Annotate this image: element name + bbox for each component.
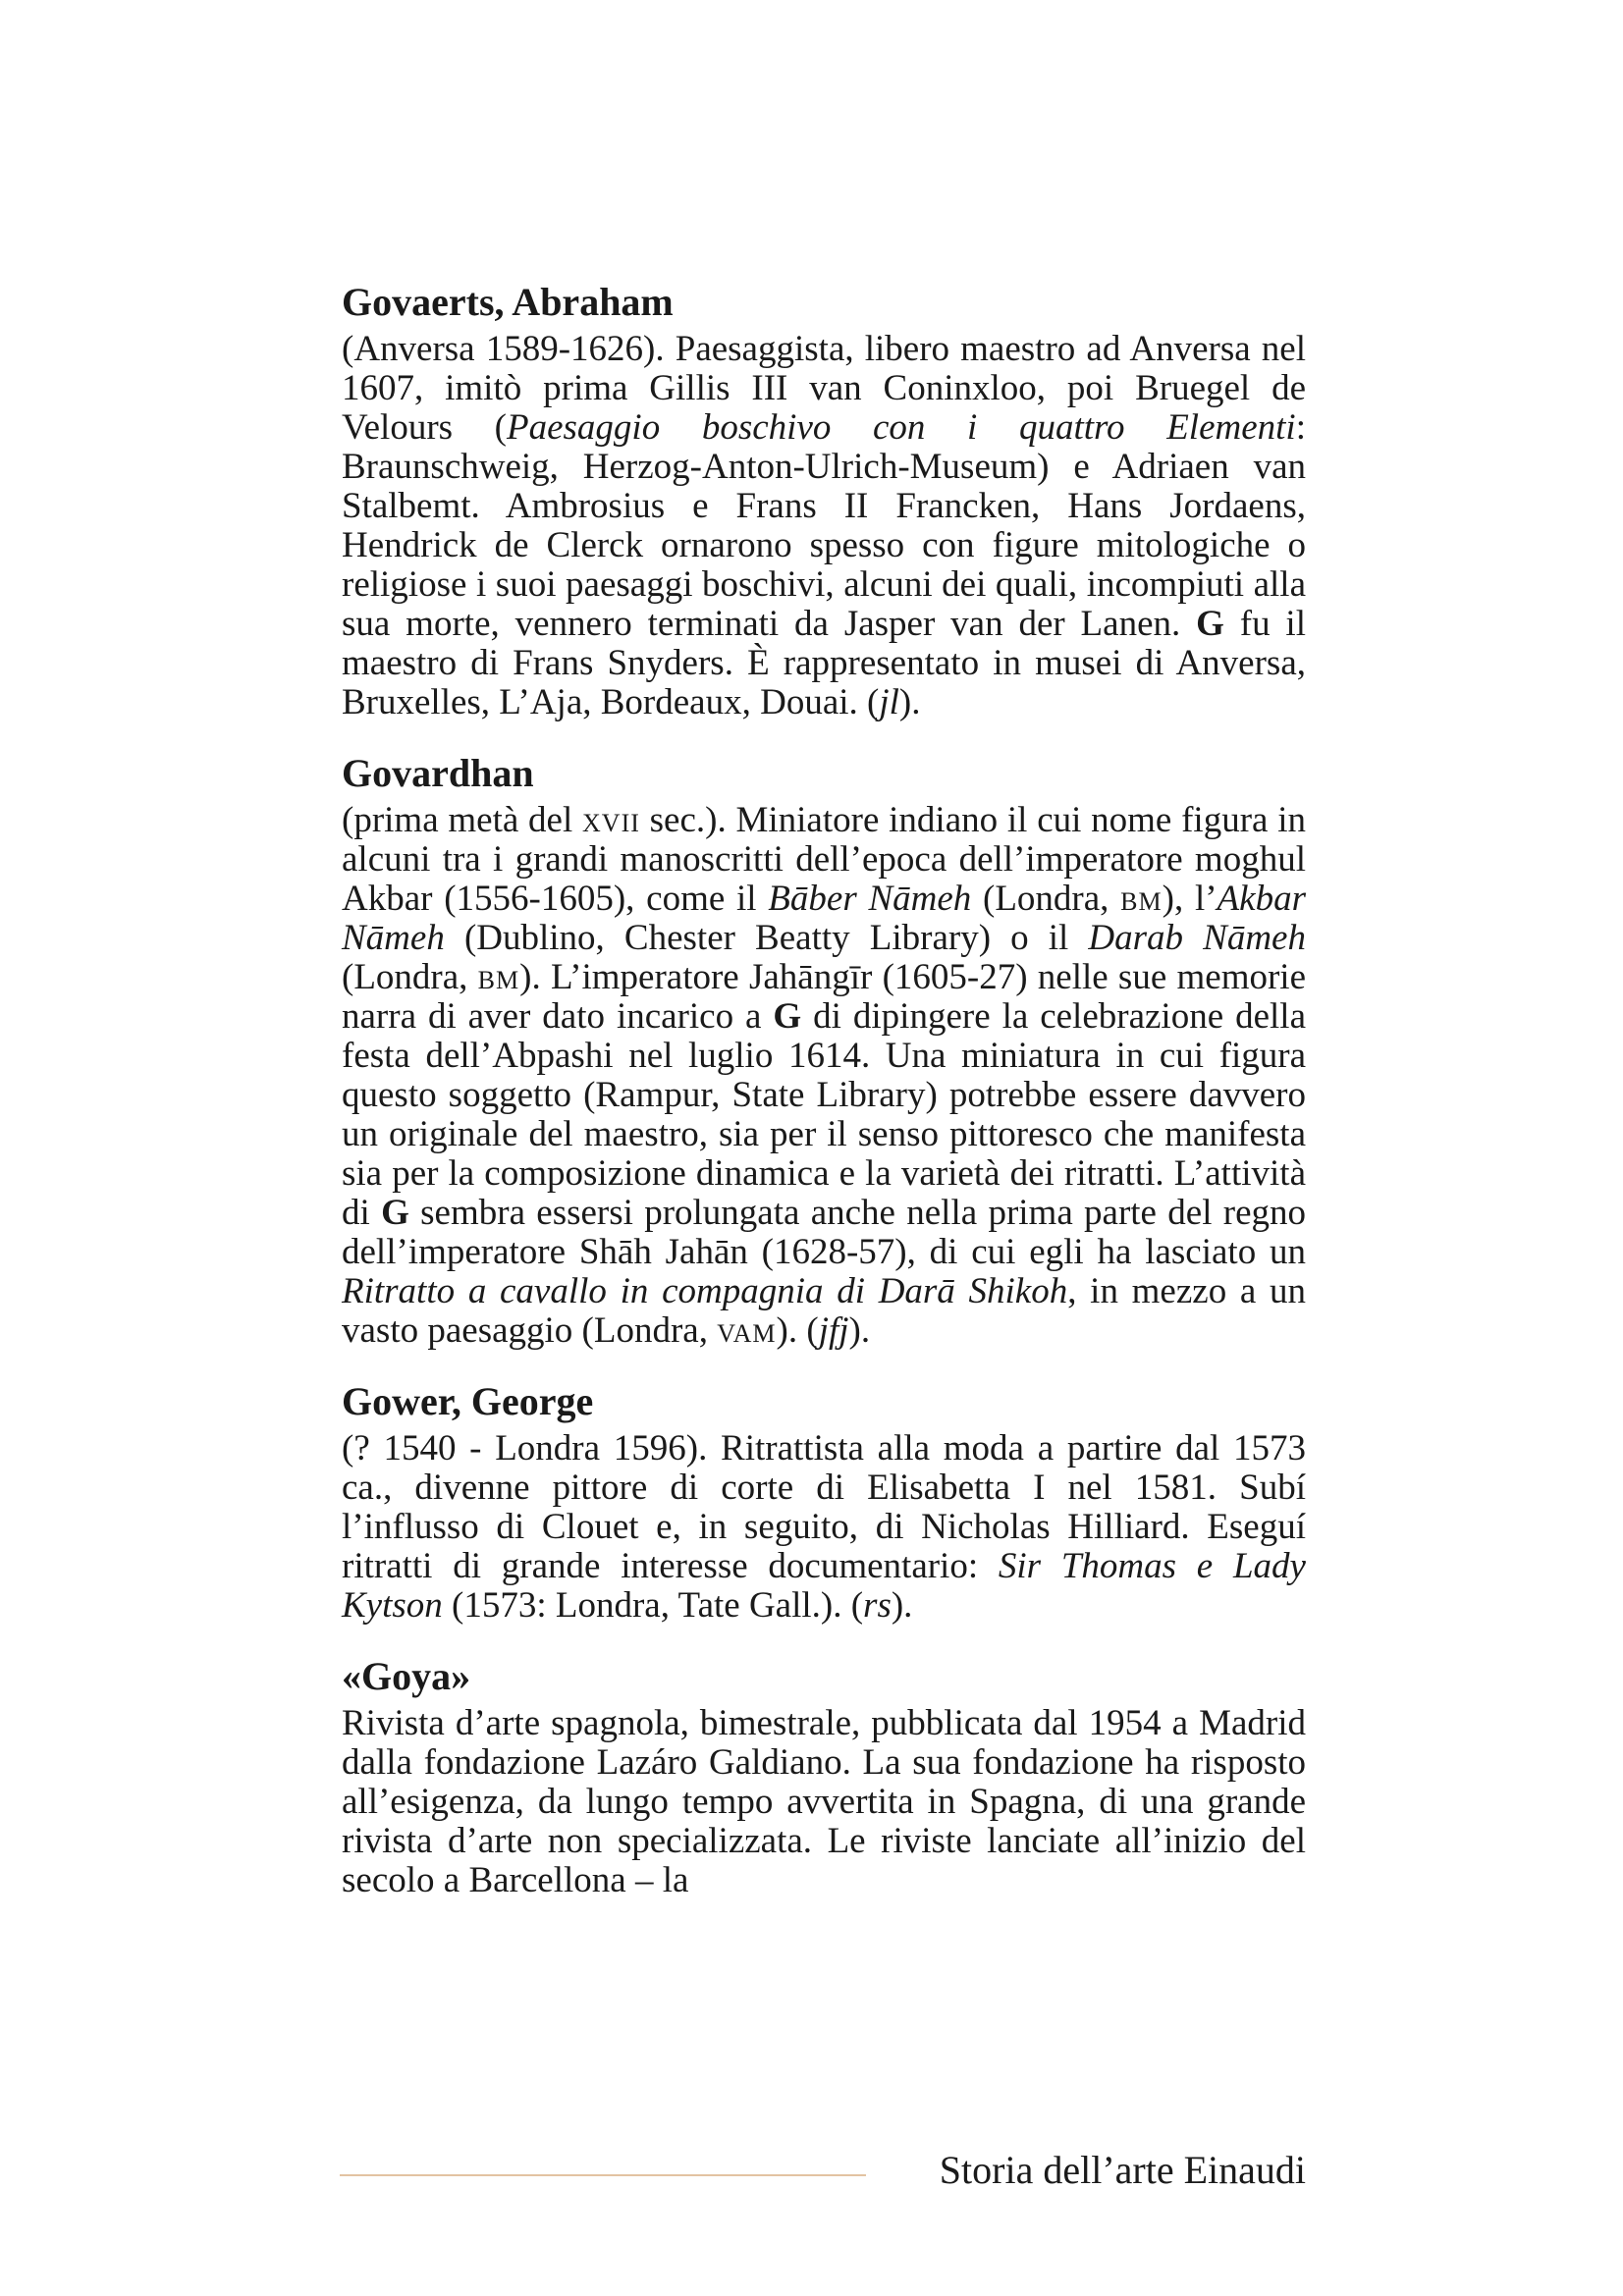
text-run: (? 1540 - Londra 1596). Ritrattista alla moda a partire dal 1573 ca., divenne pittore di corte di Elisabetta I nel 1581. Subí l’influsso di Clouet e, in seguito, di Nicholas Hilliard. Eseguí ritratti di grande interesse documentario:	[342, 1428, 1306, 1586]
italic-run: jl	[879, 682, 899, 722]
italic-run: rs	[863, 1585, 892, 1626]
italic-run: Bāber Nāmeh	[768, 879, 972, 919]
entry-govardhan	[342, 748, 1306, 1351]
entry-title: «Goya»	[342, 1654, 471, 1698]
smallcaps-run: xvii	[582, 800, 640, 840]
text-run: (Dublino, Chester Beatty Library) o il	[444, 918, 1089, 958]
entry-body	[342, 1429, 1306, 1626]
entry-title: Govaerts, Abraham	[342, 280, 674, 324]
text-run: sembra essersi prolungata anche nella prima parte del regno dell’imperatore Shāh Jahān (1628-57), di cui egli ha lasciato un	[342, 1193, 1306, 1272]
text-run: (Londra,	[971, 879, 1121, 919]
text-run: ).	[848, 1310, 871, 1351]
text-run: , in mezzo a un vasto paesaggio (Londra,	[342, 1271, 1307, 1351]
smallcaps-run: vam	[717, 1310, 777, 1351]
italic-run: Akbar Nāmeh	[342, 879, 1306, 958]
italic-run: Darab Nāmeh	[1088, 918, 1306, 958]
text-run: (Londra,	[342, 957, 478, 997]
text-run: ), l’	[1162, 879, 1217, 919]
text-run: ). L’imperatore Jahāngīr (1605-27) nelle sue memorie narra di aver dato incarico a	[342, 957, 1306, 1037]
text-run: (1573: Londra, Tate Gall.). (	[442, 1585, 864, 1626]
entry-title: Gower, George	[342, 1379, 594, 1423]
text-run: (prima metà del	[342, 800, 583, 840]
entry-govaerts	[342, 277, 1306, 722]
entry-title: Govardhan	[342, 751, 534, 795]
entry-body	[342, 801, 1306, 1351]
smallcaps-run: bm	[1120, 879, 1163, 919]
text-run: : Braunschweig, Herzog-Anton-Ulrich-Museum) e Adriaen van Stalbemt. Ambrosius e Frans II Francken, Hans Jordaens, Hendrick de Clerck ornarono spesso con figure mitologiche o religiose i suoi paesaggi boschivi, alcuni dei quali, incompiuti alla sua morte, vennero terminati da Jasper van der Lanen.	[342, 407, 1306, 644]
bold-run: G	[381, 1193, 409, 1233]
text-run: Rivista d’arte spagnola, bimestrale, pubblicata dal 1954 a Madrid dalla fondazione Lazáro Galdiano. La sua fondazione ha risposto all’esigenza, da lungo tempo avvertita in Spagna, di una grande rivista d’arte non specializzata. Le riviste lanciate all’inizio del secolo a Barcellona – la	[342, 1703, 1306, 1900]
footer-rule	[340, 2174, 866, 2176]
footer-label: Storia dell’arte Einaudi	[939, 2148, 1306, 2192]
text-run: ). (	[776, 1310, 819, 1351]
page-footer	[340, 2144, 1306, 2203]
text-run: ).	[898, 682, 921, 722]
smallcaps-run: bm	[477, 957, 520, 997]
bold-run: G	[1196, 604, 1224, 644]
text-run: fu il maestro di Frans Snyders. È rappresentato in musei di Anversa, Bruxelles, L’Aja, Bordeaux, Douai. (	[342, 604, 1306, 722]
text-run: ).	[891, 1585, 913, 1626]
entry-body	[342, 330, 1306, 722]
italic-run: Sir Thomas e Lady Kytson	[342, 1546, 1306, 1626]
italic-run: Paesaggio boschivo con i quattro Elementi	[507, 407, 1296, 448]
italic-run: Ritratto a cavallo in compagnia di Darā Shikoh	[342, 1271, 1068, 1311]
bold-run: G	[773, 996, 802, 1037]
italic-run: jfj	[818, 1310, 849, 1351]
entry-goya	[342, 1651, 1306, 1900]
text-run: (Anversa 1589-1626). Paesaggista, libero maestro ad Anversa nel 1607, imitò prima Gillis III van Coninxloo, poi Bruegel de Velours (	[342, 329, 1306, 448]
entry-gower	[342, 1376, 1306, 1626]
text-run: di dipingere la celebrazione della festa dell’Abpashi nel luglio 1614. Una miniatura in cui figura questo soggetto (Rampur, State Library) potrebbe essere davvero un originale del maestro, sia per il senso pittoresco che manifesta sia per la composizione dinamica e la varietà dei ritratti. L’attività di	[342, 996, 1306, 1233]
entry-body	[342, 1704, 1306, 1900]
text-column	[342, 277, 1306, 1926]
text-run: sec.). Miniatore indiano il cui nome figura in alcuni tra i grandi manoscritti dell’epoca dell’imperatore moghul Akbar (1556-1605), come il	[342, 800, 1306, 919]
